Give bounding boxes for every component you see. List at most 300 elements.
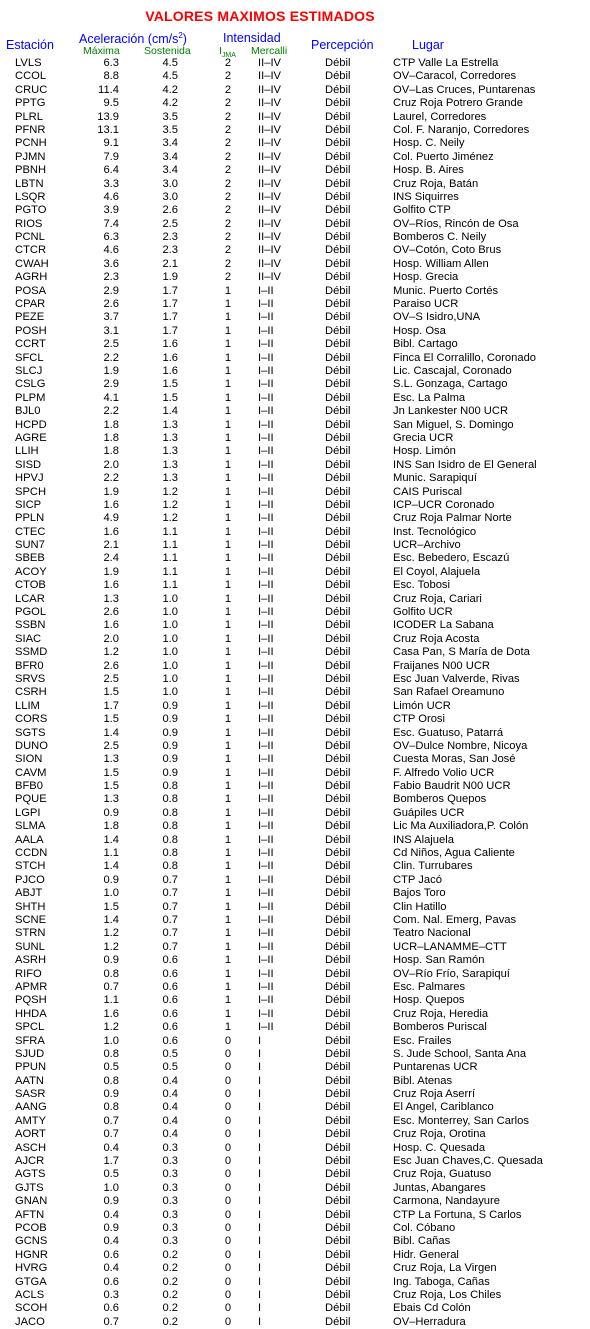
page-title: VALORES MAXIMOS ESTIMADOS — [145, 8, 375, 24]
sustained-cell: 1.0 — [162, 606, 178, 619]
ijma-cell: 2 — [224, 177, 232, 190]
mercalli-cell: I — [258, 1221, 262, 1234]
ijma-cell: 0 — [224, 1195, 232, 1208]
place-cell: INS Alajuela — [393, 833, 454, 846]
perception-cell: Débil — [325, 847, 351, 860]
sustained-cell: 0.6 — [162, 1007, 178, 1020]
mercalli-cell: I–II — [258, 780, 274, 793]
table-row — [0, 793, 590, 806]
ijma-cell: 2 — [224, 137, 232, 150]
table-row — [0, 1168, 590, 1181]
ijma-cell: 1 — [224, 485, 232, 498]
max-cell: 1.7 — [103, 1155, 119, 1168]
max-cell: 2.9 — [103, 284, 119, 297]
max-cell: 11.4 — [98, 83, 119, 96]
ijma-cell: 1 — [224, 525, 232, 538]
sustained-cell: 0.4 — [162, 1101, 178, 1114]
max-cell: 0.4 — [103, 1235, 119, 1248]
station-cell: AGTS — [15, 1168, 46, 1181]
perception-cell: Débil — [325, 57, 351, 69]
sustained-cell: 1.6 — [162, 364, 178, 377]
place-cell: Clin. Turrubares — [393, 860, 473, 873]
sustained-cell: 1.1 — [162, 565, 178, 578]
place-cell: Cruz Roja, Guatuso — [393, 1168, 492, 1181]
station-cell: CSLG — [15, 378, 46, 391]
sustained-cell: 1.0 — [162, 619, 178, 632]
place-cell: OV–Río Frío, Sarapiquí — [393, 967, 510, 980]
mercalli-cell: I–II — [258, 391, 274, 404]
table-row — [0, 1222, 590, 1235]
mercalli-cell: I–II — [258, 298, 274, 311]
max-cell: 2.5 — [103, 338, 119, 351]
table-row — [0, 1115, 590, 1128]
station-cell: AANG — [15, 1101, 47, 1114]
sustained-cell: 1.0 — [162, 646, 178, 659]
table-row — [0, 392, 590, 405]
sustained-cell: 1.7 — [162, 311, 178, 324]
sustained-cell: 0.7 — [162, 940, 178, 953]
table-row — [0, 1035, 590, 1048]
mercalli-cell: I–II — [258, 646, 274, 659]
place-cell: Laurel, Corredores — [393, 110, 487, 123]
header-intensity: Intensidad — [223, 31, 281, 45]
sustained-cell: 0.3 — [162, 1195, 178, 1208]
table-row — [0, 1195, 590, 1208]
mercalli-cell: I–II — [258, 485, 274, 498]
place-cell: OV–Caracol, Corredores — [393, 70, 517, 83]
station-cell: AJCR — [15, 1155, 45, 1168]
perception-cell: Débil — [325, 338, 351, 351]
mercalli-cell: I — [258, 1288, 262, 1301]
sustained-cell: 1.1 — [162, 525, 178, 538]
mercalli-cell: I–II — [258, 927, 274, 940]
mercalli-cell: I–II — [258, 820, 274, 833]
sustained-cell: 1.5 — [162, 378, 178, 391]
station-cell: SSMD — [15, 646, 48, 659]
max-cell: 9.1 — [103, 137, 119, 150]
place-cell: Esc Juan Valverde, Rivas — [393, 672, 520, 685]
ijma-cell: 1 — [224, 1007, 232, 1020]
perception-cell: Débil — [325, 164, 351, 177]
table-row — [0, 365, 590, 378]
table-row — [0, 84, 590, 97]
station-cell: PGTO — [15, 204, 47, 217]
mercalli-cell: I — [258, 1181, 262, 1194]
ijma-cell: 1 — [224, 980, 232, 993]
ijma-cell: 1 — [224, 994, 232, 1007]
station-cell: PLRL — [15, 110, 43, 123]
mercalli-cell: I–II — [258, 324, 274, 337]
max-cell: 2.5 — [103, 672, 119, 685]
table-row — [0, 472, 590, 485]
max-cell: 0.9 — [103, 1088, 119, 1101]
perception-cell: Débil — [325, 954, 351, 967]
station-cell: SCOH — [15, 1302, 48, 1315]
ijma-cell: 1 — [224, 873, 232, 886]
perception-cell: Débil — [325, 1101, 351, 1114]
place-cell: S.L. Gonzaga, Cartago — [393, 378, 508, 391]
ijma-cell: 0 — [224, 1208, 232, 1221]
sustained-cell: 1.0 — [162, 632, 178, 645]
perception-cell: Débil — [325, 1114, 351, 1127]
station-cell: SFRA — [15, 1034, 45, 1047]
max-cell: 4.6 — [103, 190, 119, 203]
perception-cell: Débil — [325, 793, 351, 806]
ijma-cell: 1 — [224, 364, 232, 377]
ijma-cell: 2 — [224, 57, 232, 69]
station-cell: SION — [15, 753, 43, 766]
place-cell: Cruz Roja Aserrí — [393, 1088, 476, 1101]
ijma-cell: 1 — [224, 713, 232, 726]
perception-cell: Débil — [325, 739, 351, 752]
ijma-cell: 1 — [224, 472, 232, 485]
place-cell: Esc. Bebedero, Escazú — [393, 552, 510, 565]
station-cell: LSQR — [15, 190, 46, 203]
table-row — [0, 847, 590, 860]
ijma-cell: 1 — [224, 954, 232, 967]
mercalli-cell: II–IV — [258, 97, 282, 110]
place-cell: Cruz Roja Acosta — [393, 632, 480, 645]
perception-cell: Débil — [325, 311, 351, 324]
header-perception: Percepción — [311, 38, 374, 52]
sustained-cell: 0.3 — [162, 1181, 178, 1194]
mercalli-cell: I–II — [258, 806, 274, 819]
ijma-cell: 1 — [224, 726, 232, 739]
station-cell: STCH — [15, 860, 46, 873]
perception-cell: Débil — [325, 1168, 351, 1181]
ijma-cell: 1 — [224, 458, 232, 471]
sustained-cell: 3.4 — [162, 150, 178, 163]
perception-cell: Débil — [325, 364, 351, 377]
table-row — [0, 231, 590, 244]
sustained-cell: 1.0 — [162, 672, 178, 685]
perception-cell: Débil — [325, 579, 351, 592]
header-sustained: Sostenida — [144, 45, 191, 57]
station-cell: CCOL — [15, 70, 47, 83]
ijma-cell: 1 — [224, 632, 232, 645]
sustained-cell: 0.7 — [162, 914, 178, 926]
mercalli-cell: I — [258, 1262, 262, 1275]
sustained-cell: 2.3 — [162, 244, 178, 257]
ijma-cell: 0 — [224, 1141, 232, 1154]
max-cell: 0.9 — [103, 1195, 119, 1208]
station-cell: BFB0 — [15, 780, 43, 793]
mercalli-cell: II–IV — [258, 70, 282, 83]
max-cell: 0.8 — [103, 1047, 119, 1060]
perception-cell: Débil — [325, 753, 351, 766]
mercalli-cell: II–IV — [258, 244, 282, 257]
sustained-cell: 0.4 — [162, 1128, 178, 1141]
max-cell: 2.0 — [103, 458, 119, 471]
perception-cell: Débil — [325, 150, 351, 163]
sustained-cell: 1.9 — [162, 271, 178, 284]
perception-cell: Débil — [325, 1047, 351, 1060]
max-cell: 1.4 — [103, 914, 119, 926]
perception-cell: Débil — [325, 967, 351, 980]
station-cell: PEZE — [15, 311, 45, 324]
max-cell: 13.9 — [97, 110, 119, 123]
mercalli-cell: II–IV — [258, 83, 282, 96]
station-cell: RIFO — [15, 967, 42, 980]
station-cell: PCNH — [15, 137, 47, 150]
ijma-cell: 1 — [224, 967, 232, 980]
perception-cell: Débil — [325, 177, 351, 190]
perception-cell: Débil — [325, 914, 351, 926]
max-cell: 6.4 — [103, 164, 119, 177]
place-cell: CAIS Puriscal — [393, 485, 463, 498]
station-cell: SUNL — [15, 940, 45, 953]
perception-cell: Débil — [325, 766, 351, 779]
perception-cell: Débil — [325, 70, 351, 83]
ijma-cell: 1 — [224, 405, 232, 418]
table-row — [0, 1008, 590, 1021]
max-cell: 2.2 — [103, 472, 119, 485]
ijma-cell: 0 — [224, 1302, 232, 1315]
perception-cell: Débil — [325, 257, 351, 270]
perception-cell: Débil — [325, 565, 351, 578]
ijma-cell: 0 — [224, 1221, 232, 1234]
perception-cell: Débil — [325, 539, 351, 552]
table-row — [0, 124, 590, 137]
station-cell: SLMA — [15, 820, 46, 833]
max-cell: 0.7 — [103, 1128, 119, 1141]
sustained-cell: 0.2 — [162, 1302, 178, 1315]
perception-cell: Débil — [325, 83, 351, 96]
table-row — [0, 512, 590, 525]
place-cell: Golfito CTP — [393, 204, 451, 217]
max-cell: 1.7 — [103, 699, 119, 712]
station-cell: LGPI — [15, 806, 41, 819]
station-cell: SFCL — [15, 351, 44, 364]
mercalli-cell: I — [258, 1074, 262, 1087]
station-cell: HPVJ — [15, 472, 44, 485]
max-cell: 1.3 — [103, 753, 119, 766]
ijma-cell: 1 — [224, 766, 232, 779]
station-cell: PFNR — [15, 123, 46, 136]
max-cell: 7.4 — [103, 217, 119, 230]
ijma-cell: 0 — [224, 1275, 232, 1288]
station-cell: CTEC — [15, 525, 46, 538]
ijma-cell: 1 — [224, 351, 232, 364]
mercalli-cell: I–II — [258, 1021, 274, 1034]
table-row — [0, 459, 590, 472]
perception-cell: Débil — [325, 445, 351, 458]
max-cell: 1.6 — [103, 498, 119, 511]
station-cell: HVRG — [15, 1262, 48, 1275]
ijma-cell: 1 — [224, 338, 232, 351]
place-cell: Munic. Puerto Cortés — [393, 284, 499, 297]
max-cell: 1.0 — [103, 1034, 119, 1047]
sustained-cell: 1.1 — [162, 552, 178, 565]
sustained-cell: 0.3 — [162, 1208, 178, 1221]
place-cell: Golfito UCR — [393, 606, 453, 619]
place-cell: Esc. Palmares — [393, 980, 466, 993]
place-cell: UCR–Archivo — [393, 539, 461, 552]
ijma-cell: 1 — [224, 793, 232, 806]
ijma-cell: 1 — [224, 900, 232, 913]
ijma-cell: 2 — [224, 83, 232, 96]
table-row — [0, 298, 590, 311]
place-cell: Bomberos Puriscal — [393, 1021, 487, 1034]
station-cell: HGNR — [15, 1248, 48, 1261]
mercalli-cell: I–II — [258, 954, 274, 967]
max-cell: 1.6 — [103, 579, 119, 592]
sustained-cell: 0.9 — [162, 766, 178, 779]
mercalli-cell: I–II — [258, 364, 274, 377]
ijma-cell: 2 — [224, 244, 232, 257]
header-acceleration: Aceleración $(cm/s^2)$ — [79, 31, 187, 47]
ijma-cell: 1 — [224, 565, 232, 578]
sustained-cell: 4.2 — [162, 97, 178, 110]
sustained-cell: 1.2 — [162, 485, 178, 498]
table-row — [0, 285, 590, 298]
table-row — [0, 499, 590, 512]
max-cell: 0.9 — [103, 806, 119, 819]
place-cell: Col. Cóbano — [393, 1221, 456, 1234]
mercalli-cell: I — [258, 1034, 262, 1047]
place-cell: Bajos Toro — [393, 887, 446, 900]
station-cell: CAVM — [15, 766, 47, 779]
mercalli-cell: I–II — [258, 686, 274, 699]
station-cell: SISD — [15, 458, 42, 471]
station-cell: PBNH — [15, 164, 47, 177]
table-row — [0, 807, 590, 820]
sustained-cell: 0.3 — [162, 1221, 178, 1234]
max-cell: 6.3 — [103, 231, 119, 244]
perception-cell: Débil — [325, 324, 351, 337]
table-row — [0, 311, 590, 324]
place-cell: Cruz Roja Palmar Norte — [393, 512, 512, 525]
sustained-cell: 0.3 — [162, 1155, 178, 1168]
ijma-cell: 2 — [224, 123, 232, 136]
station-cell: CWAH — [15, 257, 49, 270]
station-cell: SJUD — [15, 1047, 45, 1060]
sustained-cell: 0.7 — [162, 900, 178, 913]
sustained-cell: 0.6 — [162, 980, 178, 993]
station-cell: BFR0 — [15, 659, 44, 672]
station-cell: CCRT — [15, 338, 46, 351]
station-cell: PJCO — [15, 873, 45, 886]
station-cell: RIOS — [15, 217, 43, 230]
max-cell: 0.7 — [103, 1114, 119, 1127]
table-row — [0, 941, 590, 954]
ijma-cell: 2 — [224, 97, 232, 110]
place-cell: ICP–UCR Coronado — [393, 498, 495, 511]
max-cell: 1.2 — [103, 940, 119, 953]
table-row — [0, 1128, 590, 1141]
max-cell: 1.4 — [103, 833, 119, 846]
max-cell: 4.9 — [103, 512, 119, 525]
ijma-cell: 1 — [224, 418, 232, 431]
mercalli-cell: I — [258, 1061, 262, 1074]
table-row — [0, 1209, 590, 1222]
sustained-cell: 0.8 — [162, 860, 178, 873]
mercalli-cell: I–II — [258, 713, 274, 726]
table-row — [0, 1048, 590, 1061]
table-row — [0, 1262, 590, 1275]
perception-cell: Débil — [325, 472, 351, 485]
sustained-cell: 0.9 — [162, 753, 178, 766]
table-row — [0, 164, 590, 177]
table-row — [0, 981, 590, 994]
station-cell: PPLN — [15, 512, 45, 525]
table-row — [0, 218, 590, 231]
mercalli-cell: I–II — [258, 284, 274, 297]
sustained-cell: 2.6 — [162, 204, 178, 217]
perception-cell: Débil — [325, 1275, 351, 1288]
station-cell: SRVS — [15, 672, 46, 685]
place-cell: Bomberos C. Neily — [393, 231, 487, 244]
max-cell: 1.2 — [103, 927, 119, 940]
perception-cell: Débil — [325, 873, 351, 886]
place-cell: S. Jude School, Santa Ana — [393, 1047, 527, 1060]
mercalli-cell: II–IV — [258, 217, 282, 230]
place-cell: Hidr. General — [393, 1248, 459, 1261]
table-row — [0, 700, 590, 713]
sustained-cell: 0.6 — [162, 954, 178, 967]
sustained-cell: 0.8 — [162, 806, 178, 819]
mercalli-cell: I–II — [258, 311, 274, 324]
station-cell: JACO — [15, 1315, 45, 1328]
perception-cell: Débil — [325, 900, 351, 913]
station-cell: PCNL — [15, 231, 45, 244]
place-cell: San Rafael Oreamuno — [393, 686, 505, 699]
sustained-cell: 1.2 — [162, 512, 178, 525]
table-row — [0, 968, 590, 981]
data-table — [0, 57, 590, 1329]
sustained-cell: 4.5 — [162, 70, 178, 83]
ijma-cell: 1 — [224, 1021, 232, 1034]
mercalli-cell: I–II — [258, 351, 274, 364]
sustained-cell: 1.7 — [162, 298, 178, 311]
sustained-cell: 2.5 — [162, 217, 178, 230]
place-cell: El Coyol, Alajuela — [393, 565, 481, 578]
table-row — [0, 713, 590, 726]
place-cell: INS Siquirres — [393, 190, 459, 203]
station-cell: HCPD — [15, 418, 47, 431]
ijma-cell: 1 — [224, 498, 232, 511]
ijma-cell: 1 — [224, 391, 232, 404]
place-cell: CTP Orosi — [393, 713, 446, 726]
place-cell: Esc Juan Chaves,C. Quesada — [393, 1155, 543, 1168]
mercalli-cell: II–IV — [258, 190, 282, 203]
place-cell: Munic. Sarapiquí — [393, 472, 477, 485]
perception-cell: Débil — [325, 217, 351, 230]
max-cell: 4.6 — [103, 244, 119, 257]
perception-cell: Débil — [325, 110, 351, 123]
table-row — [0, 1302, 590, 1315]
perception-cell: Débil — [325, 1288, 351, 1301]
station-cell: POSH — [15, 324, 47, 337]
mercalli-cell: I–II — [258, 418, 274, 431]
ijma-cell: 1 — [224, 606, 232, 619]
mercalli-cell: I — [258, 1114, 262, 1127]
station-cell: AORT — [15, 1128, 46, 1141]
sustained-cell: 1.6 — [162, 338, 178, 351]
station-cell: SLCJ — [15, 364, 43, 377]
max-cell: 0.7 — [103, 1315, 119, 1328]
header-place: Lugar — [412, 38, 444, 52]
mercalli-cell: II–IV — [258, 231, 282, 244]
mercalli-cell: I–II — [258, 472, 274, 485]
mercalli-cell: I–II — [258, 498, 274, 511]
perception-cell: Débil — [325, 699, 351, 712]
max-cell: 1.6 — [103, 1007, 119, 1020]
mercalli-cell: I–II — [258, 860, 274, 873]
max-cell: 2.1 — [103, 539, 119, 552]
sustained-cell: 1.3 — [162, 431, 178, 444]
table-row — [0, 767, 590, 780]
